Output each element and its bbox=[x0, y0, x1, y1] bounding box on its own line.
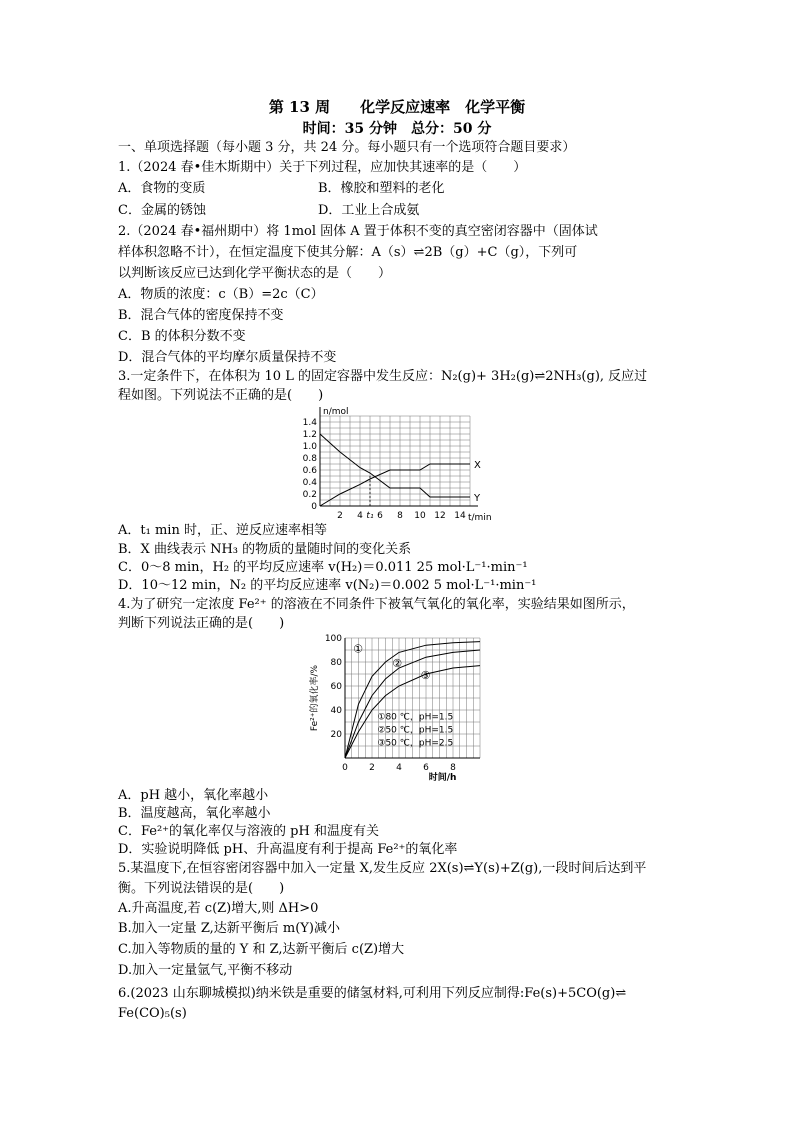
q2-option-a: A．物质的浓度：c（B）=2c（C） bbox=[118, 287, 324, 302]
q4-stem-2: 判断下列说法正确的是( ) bbox=[118, 616, 285, 631]
y-tick-label: 100 bbox=[324, 634, 342, 644]
y-axis-label: n/mol bbox=[323, 407, 349, 417]
x-tick-label: t₁ bbox=[366, 511, 374, 521]
x-tick-label: 8 bbox=[397, 511, 403, 521]
q4-option-d: D．实验说明降低 pH、升高温度有利于提高 Fe²⁺的氧化率 bbox=[118, 842, 458, 857]
x-tick-label: 6 bbox=[377, 511, 383, 521]
y-tick-label: 40 bbox=[330, 706, 342, 716]
legend-entry: ①80 ℃，pH=1.5 bbox=[377, 712, 454, 723]
y-tick-label: 0.2 bbox=[302, 490, 317, 500]
q5-stem-1: 5.某温度下,在恒容密闭容器中加入一定量 X,发生反应 2X(s)⇌Y(s)+Z(g),一段时间后达到平 bbox=[118, 861, 647, 876]
y-tick-label: 1.4 bbox=[302, 418, 317, 428]
q6-stem-2: Fe(CO)₅(s) bbox=[118, 1006, 187, 1021]
legend-entry: ③50 ℃，pH=2.5 bbox=[377, 738, 454, 749]
x-tick-label: 4 bbox=[396, 763, 402, 773]
x-tick-label: 14 bbox=[454, 511, 466, 521]
x-tick-label: 2 bbox=[369, 763, 375, 773]
q5-option-d: D.加入一定量氩气,平衡不移动 bbox=[118, 963, 293, 978]
q2-option-d: D．混合气体的平均摩尔质量保持不变 bbox=[118, 350, 337, 365]
series-line-X bbox=[320, 464, 470, 506]
q3-option-b: B．X 曲线表示 NH₃ 的物质的量随时间的变化关系 bbox=[118, 542, 412, 557]
series-label-X: X bbox=[474, 460, 481, 471]
series-label-1: ① bbox=[353, 642, 363, 656]
q5-stem-2: 衡。下列说法错误的是( ) bbox=[118, 881, 285, 896]
q3-option-a: A．t₁ min 时，正、逆反应速率相等 bbox=[118, 523, 327, 538]
q2-option-b: B．混合气体的密度保持不变 bbox=[118, 308, 284, 323]
q2-stem-3: 以判断该反应已达到化学平衡状态的是（ ） bbox=[118, 266, 392, 281]
q4-stem-1: 4.为了研究一定浓度 Fe²⁺ 的溶液在不同条件下被氧气氧化的氧化率，实验结果如图所示， bbox=[118, 597, 635, 612]
y-tick-label: 0.4 bbox=[302, 478, 317, 488]
x-tick-label: 8 bbox=[450, 763, 456, 773]
x-tick-label: 12 bbox=[434, 511, 446, 521]
q4-option-a: A．pH 越小，氧化率越小 bbox=[118, 788, 269, 803]
y-tick-label: 1.0 bbox=[302, 442, 317, 452]
y-tick-label: 0.6 bbox=[302, 466, 317, 476]
q1-option-a: A．食物的变质 bbox=[118, 181, 206, 196]
q4-chart bbox=[305, 630, 495, 782]
q3-option-c: C．0～8 min，H₂ 的平均反应速率 v(H₂)＝0.011 25 mol·L⁻¹·min⁻¹ bbox=[118, 560, 528, 575]
q2-stem-2: 样体积忽略不计），在恒定温度下使其分解：A（s）⇌2B（g）+C（g），下列可 bbox=[118, 245, 578, 260]
q3-option-d: D．10～12 min，N₂ 的平均反应速率 v(N₂)＝0.002 5 mol·L⁻¹·min⁻¹ bbox=[118, 578, 537, 593]
series-label-2: ② bbox=[392, 656, 403, 670]
x-axis-label: 时间/h bbox=[428, 773, 457, 782]
q5-option-a: A.升高温度,若 c(Z)增大,则 ΔH>0 bbox=[118, 901, 319, 916]
q5-option-b: B.加入一定量 Z,达新平衡后 m(Y)减小 bbox=[118, 921, 340, 936]
q5-option-c: C.加入等物质的量的 Y 和 Z,达新平衡后 c(Z)增大 bbox=[118, 942, 405, 957]
y-tick-label: 60 bbox=[330, 682, 342, 692]
series-label-3: ③ bbox=[420, 668, 431, 682]
x-tick-label: 10 bbox=[414, 511, 426, 521]
q4-option-c: C．Fe²⁺的氧化率仅与溶液的 pH 和温度有关 bbox=[118, 824, 379, 839]
q4-option-b: B．温度越高，氧化率越小 bbox=[118, 806, 271, 821]
q6-stem-1: 6.(2023 山东聊城模拟)纳米铁是重要的储氢材料,可利用下列反应制得:Fe(s)+5CO(g)⇌ bbox=[118, 986, 627, 1001]
legend-entry: ②50 ℃，pH=1.5 bbox=[377, 725, 454, 736]
x-tick-label: 2 bbox=[337, 511, 343, 521]
q1-option-d: D．工业上合成氨 bbox=[318, 203, 420, 218]
exam-meta: 时间：35 分钟 总分：50 分 bbox=[302, 121, 492, 137]
x-tick-label: 4 bbox=[357, 511, 363, 521]
y-axis-label: Fe²⁺的氧化率/% bbox=[310, 664, 320, 732]
y-tick-label: 0 bbox=[311, 502, 317, 512]
q2-option-c: C．B 的体积分数不变 bbox=[118, 329, 246, 344]
y-tick-label: 0.8 bbox=[302, 454, 317, 464]
q1-stem: 1.（2024 春•佳木斯期中）关于下列过程，应加快其速率的是（ ） bbox=[118, 160, 527, 175]
q3-stem-1: 3.一定条件下，在体积为 10 L 的固定容器中发生反应：N₂(g)+ 3H₂(g)⇌2NH₃(g), 反应过 bbox=[118, 369, 648, 384]
q1-option-b: B．橡胶和塑料的老化 bbox=[318, 181, 445, 196]
x-tick-label: 6 bbox=[423, 763, 429, 773]
x-tick-label: 0 bbox=[342, 763, 348, 773]
page-title: 第 13 周 化学反应速率 化学平衡 bbox=[268, 98, 526, 116]
section-heading: 一、单项选择题（每小题 3 分，共 24 分。每小题只有一个选项符合题目要求） bbox=[118, 140, 576, 155]
q3-stem-2: 程如图。下列说法不正确的是( ) bbox=[118, 388, 324, 403]
q2-stem-1: 2.（2024 春•福州期中）将 1mol 固体 A 置于体积不变的真空密闭容器中（固体试 bbox=[118, 224, 598, 239]
q1-option-c: C．金属的锈蚀 bbox=[118, 203, 206, 218]
y-tick-label: 80 bbox=[330, 658, 342, 668]
series-label-Y: Y bbox=[474, 493, 481, 504]
q3-chart bbox=[290, 403, 500, 523]
y-tick-label: 20 bbox=[330, 730, 342, 740]
x-axis-label: t/min bbox=[468, 513, 492, 523]
y-tick-label: 1.2 bbox=[302, 430, 317, 440]
series-line-Y bbox=[320, 434, 470, 497]
